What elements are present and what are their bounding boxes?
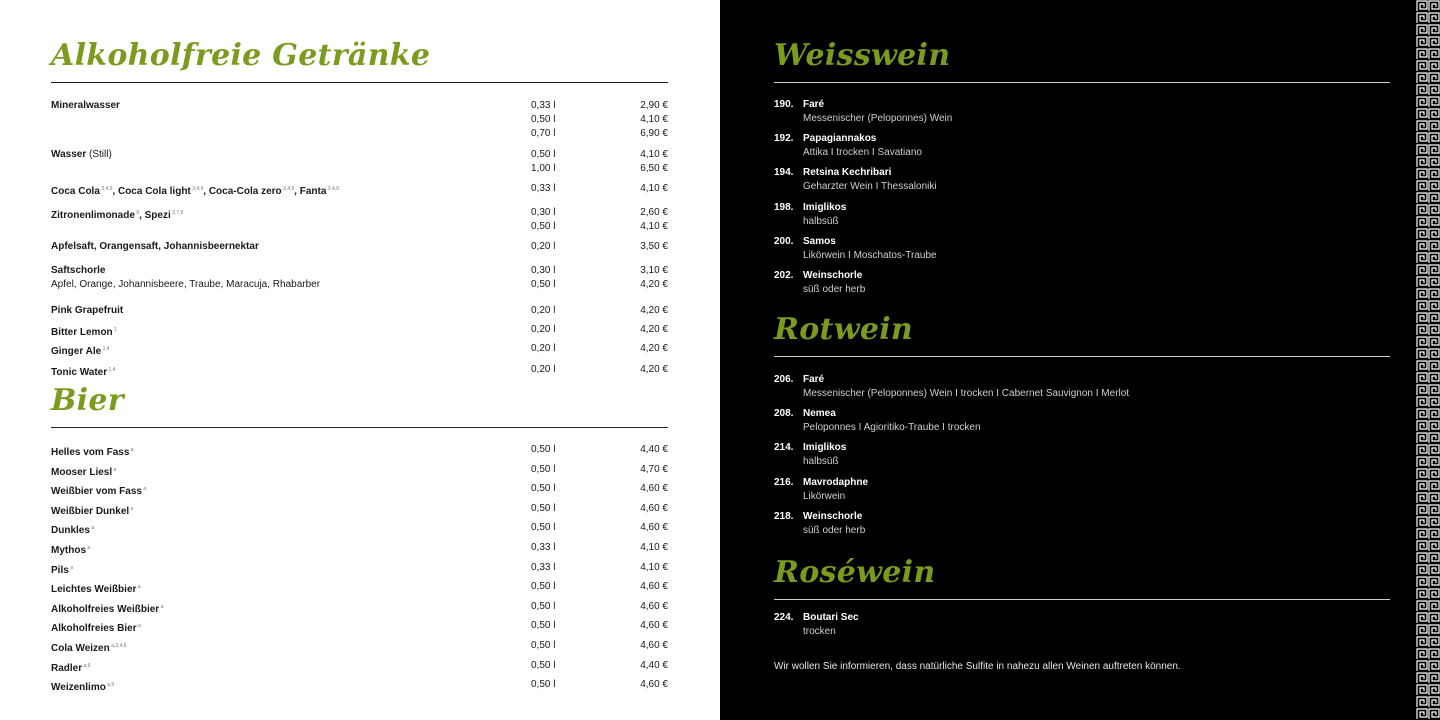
wine-row	[774, 476, 1390, 506]
menu-item-row	[51, 99, 668, 113]
wine-row	[774, 235, 1390, 265]
item-price: 4,10 €	[640, 221, 668, 232]
item-price: 4,20 €	[640, 279, 668, 290]
wine-price: 7,10 €	[1362, 408, 1390, 420]
wine-description: Peloponnes I Agioritiko-Traube I trocken	[803, 422, 981, 434]
item-volume: 0,50 l	[531, 483, 556, 495]
rose-wine-heading: Roséwein	[774, 555, 936, 590]
wine-volume: 0,25 l	[1252, 167, 1277, 179]
item-name-text: , Spezi	[139, 210, 171, 221]
wine-price: 7,00 €	[1362, 235, 1390, 247]
wine-number: 190.	[774, 99, 794, 110]
item-volume: 0,50 l	[531, 221, 556, 232]
item-price: 4,20 €	[640, 364, 668, 375]
item-volume: 0,33 l	[531, 183, 556, 194]
item-volume: 0,70 l	[531, 128, 556, 139]
item-price: 4,60 €	[640, 502, 668, 514]
wine-name: Faré	[803, 374, 825, 385]
wine-name: Papagiannakos	[803, 133, 877, 145]
footnote-marker: 3,4,9	[281, 186, 295, 192]
item-name	[51, 521, 94, 538]
item-volume: 1,00 l	[531, 163, 556, 174]
wine-description: Messenischer (Peloponnes) Wein I trocken I Cabernet Sauvignon I Merlot	[803, 388, 1130, 399]
item-volume: 0,33 l	[531, 542, 556, 553]
item-name-text: Apfelsaft, Orangensaft, Johannisbeernektar	[51, 241, 259, 252]
softdrinks-rule	[51, 82, 668, 83]
wine-number: 218.	[774, 510, 794, 522]
wine-number: 216.	[774, 476, 794, 488]
wine-number: 224.	[774, 612, 794, 623]
item-name	[51, 619, 141, 636]
item-name	[51, 463, 116, 480]
item-name	[51, 561, 73, 578]
beer-rule	[51, 427, 668, 428]
wine-number: 194.	[774, 167, 794, 179]
item-name	[51, 182, 339, 199]
wine-price: 12,80 €	[1356, 456, 1390, 468]
wine-name: Imiglikos	[803, 442, 847, 454]
beer-row	[51, 541, 668, 555]
wine-price: 3,90 €	[1362, 510, 1390, 522]
beer-row	[51, 561, 668, 575]
wine-price: 6,70 €	[1362, 201, 1390, 213]
item-price: 4,10 €	[640, 149, 668, 160]
item-volume: 0,33 l	[531, 561, 556, 573]
item-volume: 0,50 l	[531, 444, 556, 455]
item-volume: 0,50 l	[531, 581, 556, 593]
wine-number: 192.	[774, 133, 794, 145]
item-name	[51, 342, 110, 359]
menu-item-row	[51, 206, 668, 220]
wine-price: 6,70 €	[1362, 99, 1390, 110]
item-price: 3,50 €	[640, 241, 668, 252]
item-price: 4,60 €	[640, 483, 668, 495]
wine-number: 200.	[774, 235, 794, 247]
menu-item-row	[51, 182, 668, 196]
wine-price: 7,40 €	[1362, 476, 1390, 488]
item-volume: 0,20 l	[531, 305, 556, 316]
item-volume: 0,20 l	[531, 324, 556, 335]
wine-description: Likörwein	[803, 490, 846, 502]
wine-volume: 0,25 l	[1252, 408, 1277, 420]
wine-name: Boutari Sec	[803, 612, 859, 623]
beer-row	[51, 639, 668, 653]
footnote-marker: a	[86, 545, 91, 551]
footnote-marker: a	[136, 584, 141, 591]
menu-item-row	[51, 127, 668, 141]
wine-price: 6,10 €	[1362, 612, 1390, 623]
item-volume: 0,50 l	[531, 679, 556, 691]
item-name-suffix: (Still)	[86, 149, 112, 160]
wine-name: Samos	[803, 235, 836, 247]
item-name	[51, 99, 120, 113]
wine-price: 6,70 €	[1362, 167, 1390, 179]
item-volume: 0,30 l	[531, 265, 556, 276]
footnote-marker: a	[136, 623, 141, 630]
wine-number: 202.	[774, 270, 794, 281]
wine-row	[774, 201, 1390, 231]
item-name-text: Zitronenlimonade	[51, 210, 135, 221]
wine-number: 214.	[774, 442, 794, 454]
item-volume: 0,20 l	[531, 364, 556, 375]
footnote-marker: a,9	[82, 662, 91, 669]
item-name-text: Dunkles	[51, 525, 90, 537]
wine-volume: 0,25 l	[1252, 99, 1277, 110]
item-volume: 0,50 l	[531, 640, 556, 651]
wine-description: süß oder herb	[803, 284, 866, 295]
greek-key-border	[1416, 0, 1440, 720]
wine-row	[774, 407, 1390, 437]
wine-name: Retsina Kechribari	[803, 167, 892, 179]
menu-item-row	[51, 264, 668, 278]
menu-item-row	[51, 148, 668, 162]
wine-price: 6,80 €	[1362, 374, 1390, 385]
item-price: 2,60 €	[640, 207, 668, 218]
white-wine-heading: Weisswein	[774, 38, 951, 73]
item-name	[51, 304, 123, 318]
item-volume: 0,33 l	[531, 100, 556, 111]
item-price: 4,70 €	[640, 463, 668, 475]
wine-volume: 0,50 l	[1252, 490, 1277, 502]
wine-row	[774, 269, 1390, 299]
item-name	[51, 659, 90, 676]
wine-price: 6,90 €	[1362, 284, 1390, 295]
item-name	[51, 264, 105, 278]
beer-row	[51, 521, 668, 535]
wine-row	[774, 510, 1390, 540]
wine-name: Imiglikos	[803, 201, 847, 213]
item-volume: 0,50 l	[531, 659, 556, 671]
rose-wine-rule	[774, 599, 1390, 600]
item-name	[51, 482, 146, 499]
item-name-text: Ginger Ale	[51, 346, 102, 357]
item-price: 4,60 €	[640, 679, 668, 691]
footnote-marker: a	[112, 466, 117, 473]
wine-volume: 0,50 l	[1252, 147, 1277, 159]
wine-price: 13,10 €	[1356, 249, 1390, 261]
item-name	[51, 502, 133, 519]
wine-description: halbsüß	[803, 215, 839, 227]
item-name	[51, 678, 114, 695]
footnote-marker: a,3,4,9	[109, 643, 127, 649]
item-name	[51, 443, 134, 460]
menu-item-row	[51, 113, 668, 127]
footnote-marker: a,9	[105, 682, 115, 689]
wine-volume: 0,50 l	[1252, 524, 1277, 536]
footnote-marker: 3,7,9	[170, 210, 184, 216]
wine-price: 12,80 €	[1356, 388, 1390, 399]
wine-volume: 0,50 l	[1252, 626, 1277, 637]
footnote-marker: a	[89, 525, 95, 532]
item-volume: 0,50 l	[531, 279, 556, 290]
wine-name: Nemea	[803, 408, 836, 420]
menu-item-row	[51, 363, 668, 377]
wine-price: 3,80 €	[1362, 270, 1390, 281]
wine-price: 7,30 €	[1362, 133, 1390, 145]
item-price: 4,60 €	[640, 620, 668, 632]
wine-volume: 0,25 l	[1252, 201, 1277, 213]
item-price: 4,20 €	[640, 343, 668, 354]
wine-volume: 0,50 l	[1252, 181, 1277, 193]
footnote-marker: 1,4	[107, 367, 116, 373]
menu-item-row	[51, 240, 668, 254]
item-description: Apfel, Orange, Johannisbeere, Traube, Maracuja, Rhabarber	[51, 279, 321, 290]
menu-item-row	[51, 162, 668, 176]
item-name	[51, 363, 115, 380]
item-name	[51, 323, 117, 340]
item-name-text: Saftschorle	[51, 265, 106, 276]
item-name-text: , Coca-Cola zero	[203, 186, 282, 197]
wine-row	[774, 166, 1390, 196]
wine-number: 206.	[774, 374, 794, 385]
wine-row	[774, 611, 1390, 641]
item-volume: 0,50 l	[531, 600, 556, 612]
wine-number: 208.	[774, 408, 794, 420]
beer-row	[51, 659, 668, 673]
wine-number: 198.	[774, 201, 794, 213]
item-volume: 0,50 l	[531, 522, 556, 534]
item-price: 2,90 €	[640, 100, 668, 111]
wine-volume: 0,50 l	[1252, 215, 1277, 227]
beer-row	[51, 463, 668, 477]
wine-price: 12,80 €	[1356, 181, 1390, 193]
wine-volume: 0,50 l	[1252, 113, 1277, 124]
item-name-text: Weizenlimo	[51, 682, 106, 694]
item-name	[51, 240, 259, 254]
item-name	[51, 148, 112, 162]
wine-name: Faré	[803, 99, 825, 110]
beer-row	[51, 580, 668, 594]
footnote-marker: a	[129, 447, 134, 453]
beer-row	[51, 678, 668, 692]
footnote-marker: a	[129, 505, 134, 512]
wine-price: 14,00 €	[1356, 147, 1390, 159]
menu-item-row	[51, 342, 668, 356]
footnote-marker: a	[141, 486, 147, 493]
wine-price: 12,20 €	[1356, 626, 1390, 637]
wine-volume: 0,50 l	[1252, 456, 1277, 468]
footnote-marker: 1,4	[101, 346, 110, 352]
beer-row	[51, 502, 668, 516]
item-name	[51, 639, 126, 656]
item-volume: 0,20 l	[531, 241, 556, 252]
item-name	[51, 580, 141, 597]
wine-row	[774, 373, 1390, 403]
item-name-text: Alkoholfreies Bier	[51, 623, 137, 635]
wine-description: süß oder herb	[803, 524, 866, 536]
wine-price: 13,20 €	[1356, 490, 1390, 502]
item-price: 4,20 €	[640, 324, 668, 335]
wine-row	[774, 98, 1390, 128]
item-price: 4,60 €	[640, 640, 668, 651]
wine-description: halbsüß	[803, 456, 839, 468]
item-name-text: Bitter Lemon	[51, 327, 113, 338]
item-volume: 0,30 l	[531, 207, 556, 218]
item-name-text: Helles vom Fass	[51, 447, 130, 458]
footnote-marker: a	[68, 564, 73, 571]
wine-volume: 0,25 l	[1252, 442, 1277, 454]
wine-volume: 0,50 l	[1252, 422, 1277, 434]
wine-volume: 0,50 l	[1252, 249, 1277, 261]
item-name-text: Mooser Liesl	[51, 466, 113, 478]
wine-price: 6,90 €	[1362, 524, 1390, 536]
wine-volume: 0,25 l	[1252, 476, 1277, 488]
menu-item-row	[51, 278, 668, 292]
wine-volume: 0,25 l	[1252, 270, 1277, 281]
red-wine-rule	[774, 356, 1390, 357]
wine-description: Geharzter Wein I Thessaloniki	[803, 181, 937, 193]
item-name-text: Mineralwasser	[51, 100, 120, 111]
sulfite-note: Wir wollen Sie informieren, dass natürliche Sulfite in nahezu allen Weinen auftreten können.	[774, 661, 1181, 672]
footnote-marker: 1	[112, 327, 117, 333]
wine-description: Likörwein I Moschatos-Traube	[803, 249, 937, 261]
item-price: 4,10 €	[640, 542, 668, 553]
menu-item-row	[51, 220, 668, 234]
item-name-text: Coca Cola	[51, 186, 100, 197]
beer-row	[51, 482, 668, 496]
footnote-marker: 3,4,9	[326, 186, 339, 192]
item-price: 4,60 €	[640, 600, 668, 612]
item-name-text: Mythos	[51, 545, 86, 556]
menu-item-row	[51, 304, 668, 318]
footnote-marker: 9	[134, 210, 140, 216]
wine-price: 12,80 €	[1356, 113, 1390, 124]
beer-row	[51, 600, 668, 614]
item-price: 4,10 €	[640, 183, 668, 194]
item-price: 4,20 €	[640, 305, 668, 316]
item-name-text: Pink Grapefruit	[51, 305, 124, 316]
item-price: 4,10 €	[640, 561, 668, 573]
wine-description: Messenischer (Peloponnes) Wein	[803, 113, 953, 124]
wine-row	[774, 441, 1390, 471]
wine-name: Weinschorle	[803, 510, 863, 522]
footnote-marker: a	[159, 603, 164, 610]
wine-name: Weinschorle	[803, 270, 863, 281]
item-volume: 0,50 l	[531, 149, 556, 160]
wine-volume: 0,25 l	[1252, 235, 1277, 247]
wine-description: Attika I trocken I Savatiano	[803, 147, 922, 159]
wine-volume: 0,25 l	[1252, 612, 1277, 623]
wine-volume: 0,50 l	[1252, 388, 1277, 399]
item-price: 4,10 €	[640, 114, 668, 125]
wine-price: 6,70 €	[1362, 442, 1390, 454]
item-name-text: Alkoholfreies Weißbier	[51, 603, 160, 615]
item-price: 6,50 €	[640, 163, 668, 174]
wine-volume: 0,25 l	[1252, 374, 1277, 385]
item-price: 4,60 €	[640, 581, 668, 593]
wine-volume: 0,50 l	[1252, 284, 1277, 295]
item-price: 3,10 €	[640, 265, 668, 276]
wine-price: 13,10 €	[1356, 422, 1390, 434]
wine-volume: 0,25 l	[1252, 510, 1277, 522]
wine-price: 12,80 €	[1356, 215, 1390, 227]
beer-heading: Bier	[51, 383, 124, 418]
item-name-text: Weißbier vom Fass	[51, 486, 142, 498]
beer-row	[51, 619, 668, 633]
item-volume: 0,50 l	[531, 502, 556, 514]
footnote-marker: 3,4,9	[99, 186, 113, 192]
item-price: 4,40 €	[640, 659, 668, 671]
white-wine-rule	[774, 82, 1390, 83]
item-name	[51, 541, 90, 558]
item-name-text: Pils	[51, 564, 69, 576]
item-name-text: Radler	[51, 662, 83, 674]
item-name-text: , Coca Cola light	[112, 186, 191, 197]
wine-volume: 0,25 l	[1252, 133, 1277, 145]
item-volume: 0,50 l	[531, 114, 556, 125]
item-name-text: Weißbier Dunkel	[51, 505, 130, 517]
item-name	[51, 600, 163, 617]
item-volume: 0,50 l	[531, 620, 556, 632]
item-price: 4,40 €	[640, 444, 668, 455]
item-name-text: Cola Weizen	[51, 643, 110, 654]
beer-row	[51, 443, 668, 457]
item-price: 6,90 €	[640, 128, 668, 139]
item-name-text: Leichtes Weißbier	[51, 584, 137, 596]
wine-row	[774, 132, 1390, 162]
footnote-marker: 3,4,9	[190, 186, 204, 192]
item-price: 4,60 €	[640, 522, 668, 534]
menu-item-row	[51, 323, 668, 337]
item-volume: 0,20 l	[531, 343, 556, 354]
item-name-text: , Fanta	[294, 186, 327, 197]
item-volume: 0,50 l	[531, 463, 556, 475]
wine-name: Mavrodaphne	[803, 476, 869, 488]
item-name-text: Wasser	[51, 149, 87, 160]
softdrinks-heading: Alkoholfreie Getränke	[51, 38, 431, 73]
item-name-text: Tonic Water	[51, 367, 108, 378]
red-wine-heading: Rotwein	[774, 312, 914, 347]
wine-description: trocken	[803, 626, 836, 637]
